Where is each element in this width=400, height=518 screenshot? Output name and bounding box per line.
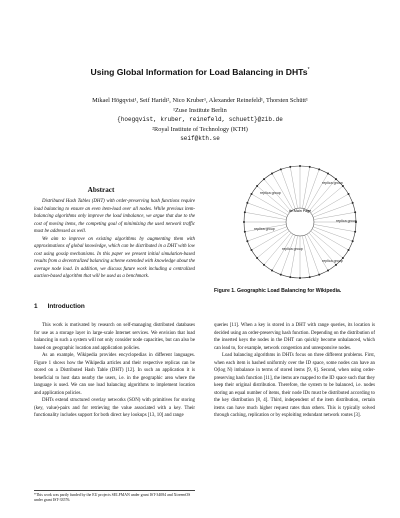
replica-group-label: replica group [336, 219, 357, 223]
ring-spoke [252, 194, 288, 215]
ring-spoke [312, 229, 348, 250]
ring-spoke [314, 224, 355, 231]
ring-spoke [302, 236, 309, 277]
abstract-paragraph-2: We aim to improve on existing algorithms by augmenting them with approximations of global knowledge, which can be distributed in a DHT with low cost using gossip mechanisms. In this paper we present initial simulation-based results from a decentralized balancing scheme extended with knowledge about the average node load. In addition, we discuss future work including a centralized auction-based algorithm that will be used as a benchmark. [34, 236, 195, 279]
ring-spoke [307, 234, 328, 270]
intro-paragraph-4: queries [11]. When a key is stored in a DHT with range queries, its location is decided using an order-preserving hash function. Depending on the distribution of the inserted keys the nodes in the DHT can quickly become unbalanced, which can lead to, for example, network congestion and unresponsive nodes. [214, 323, 375, 351]
ring-spoke [245, 212, 286, 219]
affiliation-2: ²Royal Institute of Technology (KTH) [152, 125, 248, 133]
figure-caption: Figure 1. Geographic Load Balancing for Wikipedia. [214, 288, 342, 294]
paper-title: Using Global Information for Load Balancing in DHTs* [90, 67, 310, 77]
ring-spoke [305, 235, 319, 274]
ring-spoke [272, 234, 293, 270]
right-column-text [214, 322, 375, 420]
funding-footnote: *This work was partly funded by the EU projects SELFMAN under grant IST-34084 and XtreemOS under grant IST-33576. [34, 490, 195, 504]
section-number: 1 [34, 303, 38, 310]
ring-spoke [290, 236, 297, 277]
intro-paragraph-1: This work is motivated by research on self-managing distributed databases for use as a storage layer in large-scale Internet services. We envision that load balancing in such a system will not only consider node capacities, but can also be based on geographic location and application policies. [34, 323, 195, 351]
ring-spoke [305, 169, 319, 208]
title-footnote-mark: * [307, 67, 310, 74]
author-block [0, 96, 400, 144]
center-label: de:Main Page [288, 209, 312, 213]
dht-ring-figure [224, 160, 374, 282]
ring-spoke [307, 174, 328, 210]
replica-group-label: replica group [322, 259, 343, 263]
author-names: Mikael Högqvist¹, Seif Haridi², Nico Kruber¹, Alexander Reinefeld¹, Thorsten Schütt¹ [92, 97, 308, 104]
emails-1: {hoegqvist, kruber, reinefeld, schuett}@zib.de [117, 116, 283, 124]
replica-group-label: replica group [322, 181, 343, 185]
abstract-paragraph-1: Distributed Hash Tables (DHT) with order-preserving hash functions require load balancing to ensure an even item-load over all nodes. While previous item-balancing algorithms only improve the load imbalance, we argue that due to the cost of moving items, the competing goal of minimizing the used network traffic must be addressed as well. [34, 199, 195, 234]
ring-spoke [313, 227, 352, 241]
intro-paragraph-5: Load balancing algorithms in DHTs focus on three different problems. First, when each item is hashed uniformly over the ID space, some nodes can have an O(log N) imbalance in terms of stored items [9, 6]. Second, when using order-preserving hash function [11], the items are mapped to the ID space such that they keep their original distribution. Therefore, the system to be balanced, i.e. nodes storing an equal number of items, their node IDs must be distributed according to the key distribution [8, 4]. Third, independent of the item distribution, certain items can have much higher request rates than others. This is typically solved through caching, replication or by exploiting redundant network routes [3]. [214, 353, 375, 418]
intro-paragraph-3: DHTs extend structured overlay networks (SON) with primitives for storing (key, value)-pairs and for retrieving the value associated with a key. Their functionality includes support for both direct key lookups [13, 10] and range [34, 398, 195, 418]
replica-group-label: replica group [260, 191, 281, 195]
left-column-text [34, 322, 195, 420]
replica-group-label: replica group [254, 227, 275, 231]
ring-spoke [302, 167, 309, 208]
ring-spoke [247, 203, 286, 217]
section-title: Introduction [47, 303, 85, 310]
intro-paragraph-2: As an example, Wikipedia provides encyclopedias in different languages. Figure 1 shows how the Wikipedia articles and their respective replicas can be stored on a Distributed Hash Table (DHT) [12]. In such an application it is beneficial to host data nearby the users, i.e. in the geographic area where the language is used. We can use load balancing algorithms to implement location and application policies. [34, 353, 195, 396]
ring-spoke [290, 167, 297, 208]
affiliation-1: ¹Zuse Institute Berlin [173, 106, 227, 114]
ring-spoke [313, 203, 352, 217]
replica-group-label: replica group [282, 247, 303, 251]
section-heading-introduction [34, 303, 85, 310]
abstract-body [34, 198, 195, 281]
ring-spoke [312, 194, 348, 215]
ring-spoke [281, 169, 295, 208]
ring-spoke [281, 235, 295, 274]
emails-2: seif@kth.se [180, 135, 220, 143]
abstract-heading: Abstract [87, 186, 115, 194]
